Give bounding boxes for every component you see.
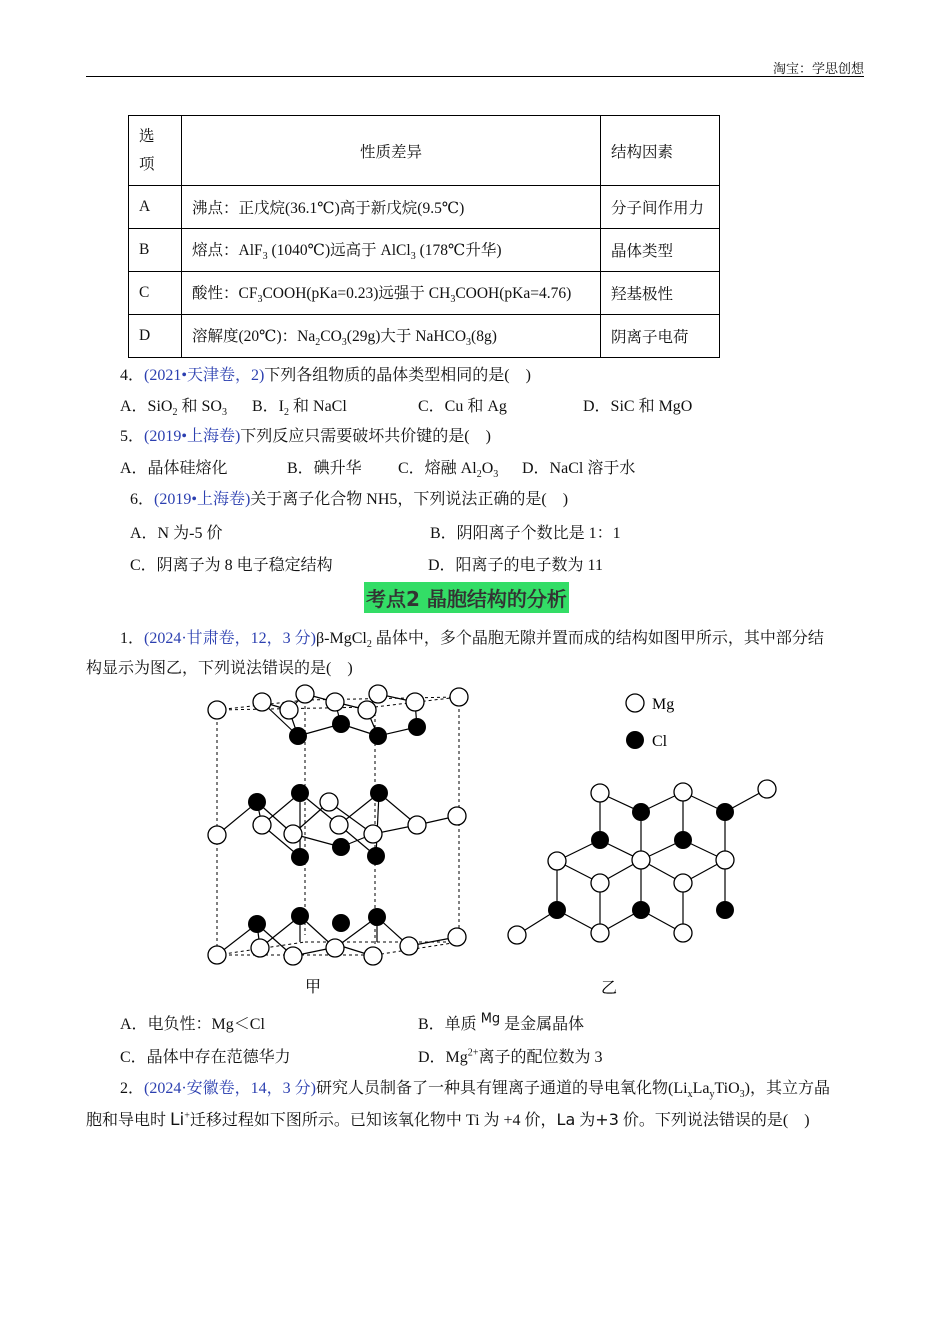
question-5 bbox=[120, 423, 491, 446]
row-option: D bbox=[129, 315, 182, 358]
row-text: 溶解度(20℃)：Na bbox=[192, 327, 316, 345]
q6-option-c: C．阴离子为 8 电子稳定结构 bbox=[130, 557, 333, 574]
question-number: 2． bbox=[120, 1080, 145, 1097]
question-text: 迁移过程如下图所示。已知该氧化物中 Ti 为 +4 价， bbox=[189, 1112, 557, 1129]
question-4 bbox=[120, 362, 531, 385]
row-property bbox=[182, 229, 601, 272]
question-text: 关于离子化合物 NH5，下列说法正确的是( ) bbox=[250, 491, 569, 508]
subscript: 3 bbox=[410, 251, 416, 263]
legend-mg-label: Mg bbox=[652, 696, 675, 713]
subscript: 3 bbox=[450, 294, 456, 306]
option-text: 和 NaCl bbox=[289, 398, 347, 415]
subscript: 3 bbox=[466, 337, 472, 349]
q5-option-a: A．晶体硅熔化 bbox=[120, 460, 228, 477]
option-text: C．熔融 Al bbox=[398, 460, 477, 477]
q4-option-c: C．Cu 和 Ag bbox=[418, 398, 507, 415]
row-text: COOH(pKa=4.76) bbox=[455, 284, 572, 302]
legend-cl-marker bbox=[626, 731, 644, 749]
row-property bbox=[182, 272, 601, 315]
p1-option-b bbox=[418, 1011, 584, 1034]
row-text: CO bbox=[320, 327, 342, 345]
row-option: A bbox=[129, 186, 182, 229]
q4-option-b bbox=[252, 393, 347, 418]
question-source: (2019•上海卷) bbox=[154, 491, 251, 508]
superscript: + bbox=[184, 1110, 190, 1122]
question-6 bbox=[130, 486, 568, 509]
q4-option-a bbox=[120, 393, 227, 418]
question-text: La bbox=[692, 1080, 710, 1097]
question-number: 4． bbox=[120, 367, 145, 384]
q6-option-d: D．阳离子的电子数为 11 bbox=[428, 557, 603, 574]
options-table bbox=[128, 115, 720, 358]
subscript: 2 bbox=[172, 407, 178, 419]
option-text: O bbox=[481, 460, 494, 477]
row-text: (178℃升华) bbox=[415, 241, 502, 259]
table-header-row bbox=[129, 116, 720, 186]
row-text: 沸点：正戊烷(36.1℃)高于新戊烷(9.5℃) bbox=[192, 200, 465, 217]
question-text: TiO bbox=[714, 1080, 740, 1097]
question-source: (2019•上海卷) bbox=[144, 428, 241, 445]
question-text: Li bbox=[170, 1110, 185, 1130]
question-text: 胞和导电时 bbox=[86, 1112, 171, 1129]
q5-option-d: D．NaCl 溶于水 bbox=[522, 460, 636, 477]
problem-1 bbox=[120, 625, 824, 650]
option-text: A．SiO bbox=[120, 398, 173, 415]
p1-option-a: A．电负性：Mg＜Cl bbox=[120, 1016, 265, 1033]
q4-option-d: D．SiC 和 MgO bbox=[583, 398, 693, 415]
page-header: 淘宝：学思创想 bbox=[772, 62, 864, 77]
option-text: D．Mg bbox=[418, 1049, 468, 1066]
question-number: 1． bbox=[120, 630, 145, 647]
problem-1-line2: 构显示为图乙，下列说法错误的是( ) bbox=[86, 660, 353, 677]
table-row bbox=[129, 315, 720, 358]
option-text: B．I bbox=[252, 398, 285, 415]
table-row bbox=[129, 186, 720, 229]
row-text: 酸性：CF bbox=[192, 284, 258, 302]
option-text: 是金属晶体 bbox=[500, 1016, 585, 1033]
subscript: 3 bbox=[257, 294, 263, 306]
q5-option-c bbox=[398, 455, 498, 480]
header-property: 性质差异 bbox=[182, 116, 601, 186]
p1-option-d bbox=[418, 1044, 602, 1067]
question-text: β-MgCl bbox=[316, 630, 367, 647]
table-row bbox=[129, 272, 720, 315]
crystal-structure-figure bbox=[195, 680, 815, 1000]
row-text: (1040℃)远高于 AlCl bbox=[267, 241, 411, 259]
row-property bbox=[182, 186, 601, 229]
question-text: 下列各组物质的晶体类型相同的是( ) bbox=[264, 367, 531, 384]
row-option: B bbox=[129, 229, 182, 272]
subscript: 3 bbox=[262, 251, 268, 263]
question-source: (2024·甘肃卷，12，3 分) bbox=[144, 630, 317, 647]
question-text: )，其立方晶 bbox=[744, 1080, 831, 1097]
row-factor: 阴离子电荷 bbox=[601, 315, 720, 358]
section-heading: 考点2 晶胞结构的分析 bbox=[364, 582, 569, 613]
header-factor: 结构因素 bbox=[601, 116, 720, 186]
subscript: 2 bbox=[476, 469, 482, 481]
option-text: B．单质 bbox=[418, 1016, 481, 1033]
row-text: COOH(pKa=0.23)远强于 CH bbox=[262, 284, 451, 302]
row-text: (8g) bbox=[471, 327, 497, 345]
question-source: (2024·安徽卷，14，3 分) bbox=[144, 1080, 317, 1097]
header-option: 选 项 bbox=[129, 116, 182, 186]
subscript: 3 bbox=[739, 1089, 745, 1101]
row-option: C bbox=[129, 272, 182, 315]
row-factor: 分子间作用力 bbox=[601, 186, 720, 229]
subscript: 2 bbox=[366, 639, 372, 651]
q6-option-a: A．N 为-5 价 bbox=[130, 525, 223, 542]
figure-label-yi: 乙 bbox=[601, 980, 618, 997]
question-source: (2021•天津卷，2) bbox=[144, 367, 265, 384]
question-text: 为 bbox=[575, 1112, 596, 1129]
legend-cl-label: Cl bbox=[652, 733, 668, 750]
question-number: 6． bbox=[130, 491, 155, 508]
figure-label-jia: 甲 bbox=[305, 979, 322, 996]
question-text: 晶体中，多个晶胞无隙并置而成的结构如图甲所示，其中部分结 bbox=[371, 630, 824, 647]
question-text: La bbox=[556, 1110, 576, 1129]
question-text: +3 bbox=[595, 1110, 619, 1129]
row-text: (29g)大于 NaHCO bbox=[346, 327, 467, 345]
question-text: 价。下列说法错误的是( ) bbox=[618, 1112, 810, 1129]
row-factor: 羟基极性 bbox=[601, 272, 720, 315]
p1-option-c: C．晶体中存在范德华力 bbox=[120, 1049, 291, 1066]
header-rule bbox=[86, 76, 864, 77]
q5-option-b: B．碘升华 bbox=[287, 460, 362, 477]
row-text: 熔点：AlF bbox=[192, 241, 263, 259]
option-text: 和 SO bbox=[177, 398, 222, 415]
subscript: 3 bbox=[221, 407, 227, 419]
subscript: 3 bbox=[341, 337, 347, 349]
table-row bbox=[129, 229, 720, 272]
subscript: 2 bbox=[315, 337, 321, 349]
question-text: 研究人员制备了一种具有锂离子通道的导电氧化物(Li bbox=[316, 1080, 688, 1097]
question-text: 下列反应只需要破坏共价键的是( ) bbox=[240, 428, 491, 445]
subscript: x bbox=[687, 1089, 693, 1101]
subscript: y bbox=[709, 1089, 715, 1101]
superscript: 2+ bbox=[467, 1047, 479, 1059]
row-property bbox=[182, 315, 601, 358]
option-text: 离子的配位数为 3 bbox=[478, 1049, 603, 1066]
option-text: Mg bbox=[480, 1011, 501, 1027]
subscript: 2 bbox=[284, 407, 290, 419]
row-factor: 晶体类型 bbox=[601, 229, 720, 272]
question-number: 5． bbox=[120, 428, 145, 445]
subscript: 3 bbox=[493, 469, 499, 481]
q6-option-b: B．阴阳离子个数比是 1：1 bbox=[430, 525, 621, 542]
problem-2 bbox=[120, 1075, 830, 1100]
problem-2-line2 bbox=[86, 1107, 810, 1130]
legend-mg-marker bbox=[626, 694, 644, 712]
